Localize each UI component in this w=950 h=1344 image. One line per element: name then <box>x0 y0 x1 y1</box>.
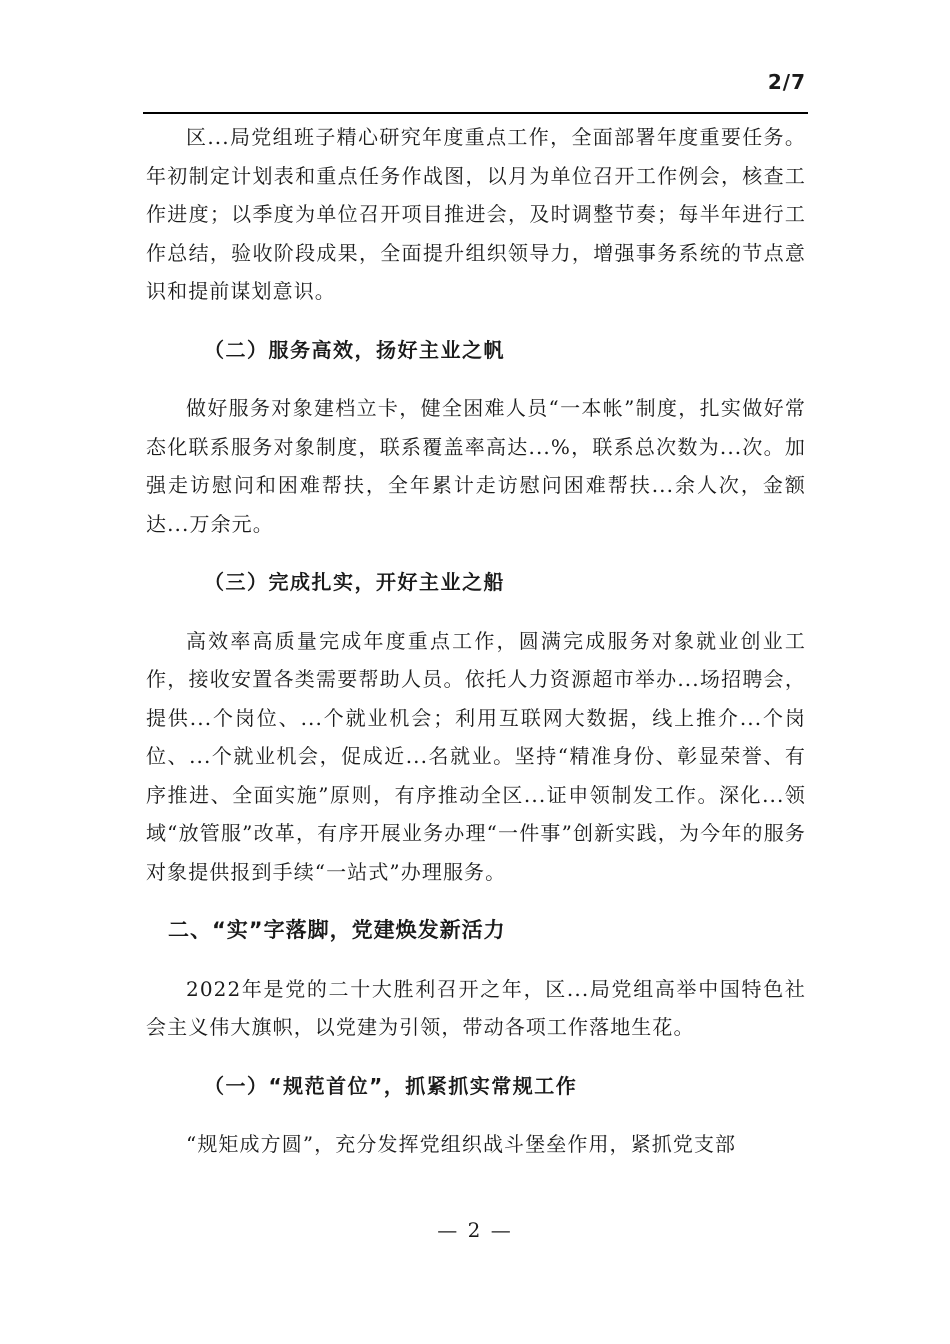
paragraph-4: 2022年是党的二十大胜利召开之年，区...局党组高举中国特色社会主义伟大旗帜，以党建为引领，带动各项工作落地生花。 <box>146 976 806 1039</box>
paragraph-1: 区...局党组班子精心研究年度重点工作，全面部署年度重要任务。年初制定计划表和重点任务作战图，以月为单位召开工作例会，核查工作进度；以季度为单位召开项目推进会，及时调整节奏；每半年进行工作总结，验收阶段成果，全面提升组织领导力，增强事务系统的节点意识和提前谋划意识。 <box>146 125 806 303</box>
subheading-2: （二）服务高效，扬好主业之帆 <box>204 337 505 362</box>
paragraph-5: “规矩成方圆”，充分发挥党组织战斗堡垒作用，紧抓党支部 <box>186 1132 737 1156</box>
page-number: — 2 — <box>437 1218 513 1242</box>
paragraph-3: 高效率高质量完成年度重点工作，圆满完成服务对象就业创业工作，接收安置各类需要帮助人员。依托人力资源超市举办...场招聘会，提供...个岗位、...个就业机会；利用互联网大数据，线上推介...个岗位、...个就业机会，促成近...名就业。坚持“精准身份、彰显荣誉、有序推进、全面实施”原则，有序推动全区...证申领制发工作。深化...领域“放管服”改革，有序开展业务办理“一件事”创新实践，为今年的服务对象提供报到手续“一站式”办理服务。 <box>146 628 806 884</box>
subheading-1: （一）“规范首位”，抓紧抓实常规工作 <box>204 1073 578 1098</box>
page-counter: 2/7 <box>767 70 806 94</box>
subheading-3: （三）完成扎实，开好主业之船 <box>204 570 505 594</box>
header-rule <box>143 112 808 114</box>
section-heading-2: 二、“实”字落脚，党建焕发新活力 <box>168 918 506 942</box>
document-body <box>146 118 806 1164</box>
paragraph-2: 做好服务对象建档立卡，健全困难人员“一本帐”制度，扎实做好常态化联系服务对象制度，联系覆盖率高达...%，联系总次数为...次。加强走访慰问和困难帮扶，全年累计走访慰问困难帮扶...余人次，金额达...万余元。 <box>146 396 806 536</box>
